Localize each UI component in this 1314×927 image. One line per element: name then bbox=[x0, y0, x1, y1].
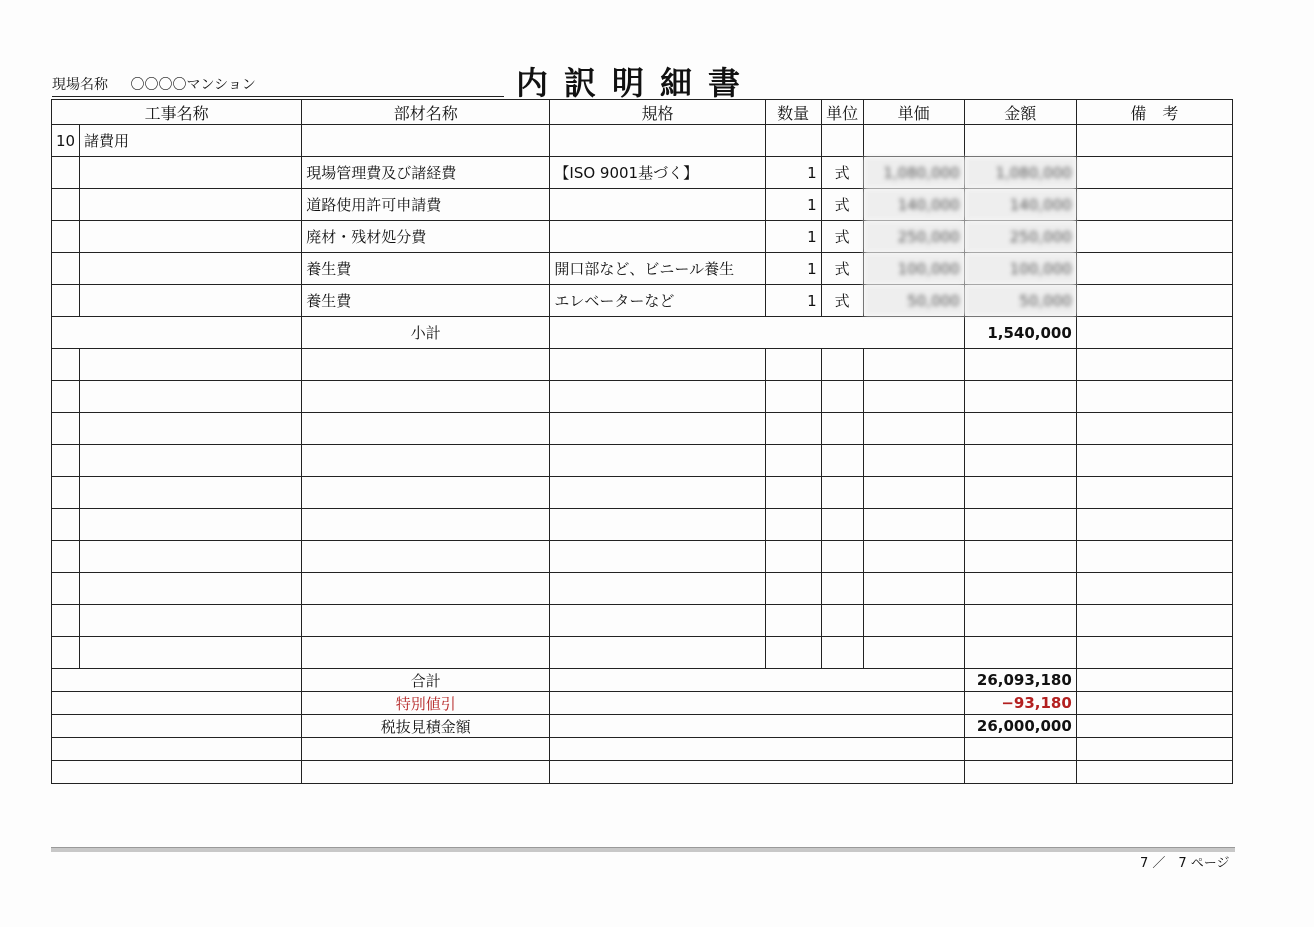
subtotal-row bbox=[52, 317, 1233, 349]
qty-cell: 1 bbox=[765, 221, 821, 253]
subtotal-label: 小計 bbox=[302, 317, 550, 349]
empty-row bbox=[52, 381, 1233, 413]
spec-cell bbox=[550, 189, 765, 221]
qty-cell: 1 bbox=[765, 157, 821, 189]
header-remarks: 備 考 bbox=[1076, 100, 1232, 125]
unit-price-cell: 1,080,000 bbox=[863, 157, 964, 189]
qty-cell: 1 bbox=[765, 253, 821, 285]
net-total-row bbox=[52, 715, 1233, 738]
unit-price-cell: 50,000 bbox=[863, 285, 964, 317]
unit-price-cell: 140,000 bbox=[863, 189, 964, 221]
header-spec: 規格 bbox=[550, 100, 765, 125]
footer-rule bbox=[51, 847, 1235, 852]
site-name bbox=[52, 74, 504, 97]
empty-row bbox=[52, 738, 1233, 761]
header-amount: 金額 bbox=[964, 100, 1076, 125]
header-unit-price: 単価 bbox=[863, 100, 964, 125]
document-title: 内訳明細書 bbox=[516, 64, 757, 102]
empty-row bbox=[52, 573, 1233, 605]
table-row bbox=[52, 285, 1233, 317]
unit-cell: 式 bbox=[821, 157, 863, 189]
table-row bbox=[52, 253, 1233, 285]
unit-cell: 式 bbox=[821, 189, 863, 221]
empty-row bbox=[52, 349, 1233, 381]
site-name-label: 現場名称 bbox=[52, 77, 108, 93]
material-cell: 廃材・残材処分費 bbox=[302, 221, 550, 253]
empty-row bbox=[52, 509, 1233, 541]
table-row bbox=[52, 221, 1233, 253]
discount-amount: −93,180 bbox=[964, 692, 1076, 715]
spec-cell: 開口部など、ビニール養生 bbox=[550, 253, 765, 285]
header-unit: 単位 bbox=[821, 100, 863, 125]
header-material: 部材名称 bbox=[302, 100, 550, 125]
material-cell: 現場管理費及び諸経費 bbox=[302, 157, 550, 189]
table-row bbox=[52, 157, 1233, 189]
discount-row bbox=[52, 692, 1233, 715]
amount-cell: 250,000 bbox=[964, 221, 1076, 253]
header-work-name: 工事名称 bbox=[52, 100, 302, 125]
material-cell: 道路使用許可申請費 bbox=[302, 189, 550, 221]
net-total-label: 税抜見積金額 bbox=[302, 715, 550, 738]
subtotal-amount: 1,540,000 bbox=[964, 317, 1076, 349]
amount-cell: 140,000 bbox=[964, 189, 1076, 221]
material-cell: 養生費 bbox=[302, 253, 550, 285]
qty-cell: 1 bbox=[765, 189, 821, 221]
total-label: 合計 bbox=[302, 669, 550, 692]
remarks-cell bbox=[1076, 157, 1232, 189]
amount-cell: 100,000 bbox=[964, 253, 1076, 285]
spec-cell bbox=[550, 221, 765, 253]
unit-cell: 式 bbox=[821, 285, 863, 317]
remarks-cell bbox=[1076, 253, 1232, 285]
net-total-amount: 26,000,000 bbox=[964, 715, 1076, 738]
unit-cell: 式 bbox=[821, 253, 863, 285]
section-code: 10 bbox=[52, 125, 80, 157]
header-row bbox=[52, 100, 1233, 125]
remarks-cell bbox=[1076, 221, 1232, 253]
empty-row bbox=[52, 477, 1233, 509]
section-row bbox=[52, 125, 1233, 157]
amount-cell: 1,080,000 bbox=[964, 157, 1076, 189]
unit-price-cell: 250,000 bbox=[863, 221, 964, 253]
unit-cell: 式 bbox=[821, 221, 863, 253]
header-qty: 数量 bbox=[765, 100, 821, 125]
remarks-cell bbox=[1076, 189, 1232, 221]
empty-row bbox=[52, 413, 1233, 445]
table-row bbox=[52, 189, 1233, 221]
unit-price-cell: 100,000 bbox=[863, 253, 964, 285]
total-amount: 26,093,180 bbox=[964, 669, 1076, 692]
total-row bbox=[52, 669, 1233, 692]
empty-row bbox=[52, 605, 1233, 637]
empty-row bbox=[52, 541, 1233, 573]
site-name-value: 〇〇〇〇マンション bbox=[130, 77, 256, 93]
empty-row bbox=[52, 445, 1233, 477]
remarks-cell bbox=[1076, 285, 1232, 317]
empty-row bbox=[52, 761, 1233, 784]
amount-cell: 50,000 bbox=[964, 285, 1076, 317]
material-cell: 養生費 bbox=[302, 285, 550, 317]
section-name: 諸費用 bbox=[80, 125, 302, 157]
discount-label: 特別値引 bbox=[302, 692, 550, 715]
spec-cell: 【ISO 9001基づく】 bbox=[550, 157, 765, 189]
spec-cell: エレベーターなど bbox=[550, 285, 765, 317]
page-number: 7 ／ 7 ページ bbox=[1140, 856, 1230, 871]
qty-cell: 1 bbox=[765, 285, 821, 317]
detail-table bbox=[51, 99, 1233, 784]
empty-row bbox=[52, 637, 1233, 669]
